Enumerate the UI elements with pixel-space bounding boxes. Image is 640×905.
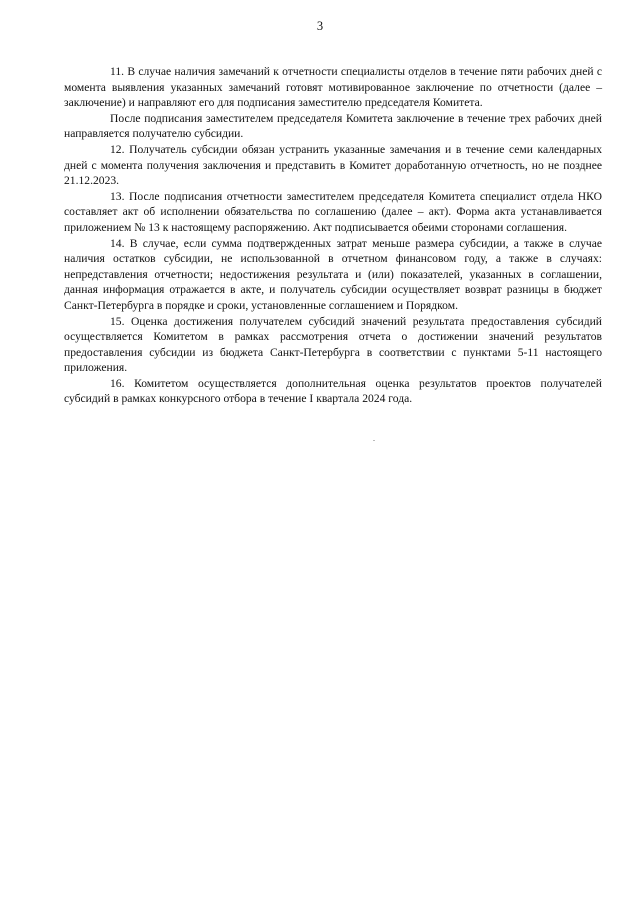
paragraph-16: 16. Комитетом осуществляется дополнительная оценка результатов проектов получателей субсидий в рамках конкурсного отбора в течение I квартала 2024 года.	[64, 376, 602, 406]
page-number: 3	[316, 19, 324, 33]
paragraph-13: 13. После подписания отчетности заместителем председателя Комитета специалист отдела НКО составляет акт об исполнении обязательства по соглашению (далее – акт). Форма акта устанавливается приложением № 13 к настоящему распоряжению. Акт подписывается обеими сторонами соглашения.	[64, 189, 602, 234]
paragraph-12: 12. Получатель субсидии обязан устранить указанные замечания и в течение семи календарных дней с момента получения заключения и представить в Комитет доработанную отчетность, но не позднее 21.12.2023.	[64, 142, 602, 188]
scan-artifact-dot	[373, 440, 375, 441]
paragraph-15: 15. Оценка достижения получателем субсидий значений результата предоставления субсидий осуществляется Комитетом в рамках рассмотрения отчета о достижении значений результатов предоставления субсидии из бюджета Санкт-Петербурга в соответствии с пунктами 5-11 настоящего приложения.	[64, 314, 602, 375]
paragraph-11: 11. В случае наличия замечаний к отчетности специалисты отделов в течение пяти рабочих дней с момента выявления указанных замечаний готовят мотивированное заключение по отчетности (далее – заключение) и направляют его для подписания заместителю председателя Комитета.	[64, 65, 602, 110]
paragraph-11-continuation: После подписания заместителем председателя Комитета заключение в течение трех рабочих дней направляется получателю субсидии.	[64, 111, 602, 141]
document-body	[64, 64, 602, 407]
paragraph-14: 14. В случае, если сумма подтвержденных затрат меньше размера субсидии, а также в случае наличия остатков субсидии, не использованной в отчетном финансовом году, а также в случаях: непредставления отчетности; недостижения результата и (или) показателей, указанных в соглашении, данная информация отражается в акте, и получатель субсидии осуществляет возврат разницы в бюджет Санкт-Петербурга в порядке и сроки, установленные соглашением и Порядком.	[64, 236, 602, 312]
